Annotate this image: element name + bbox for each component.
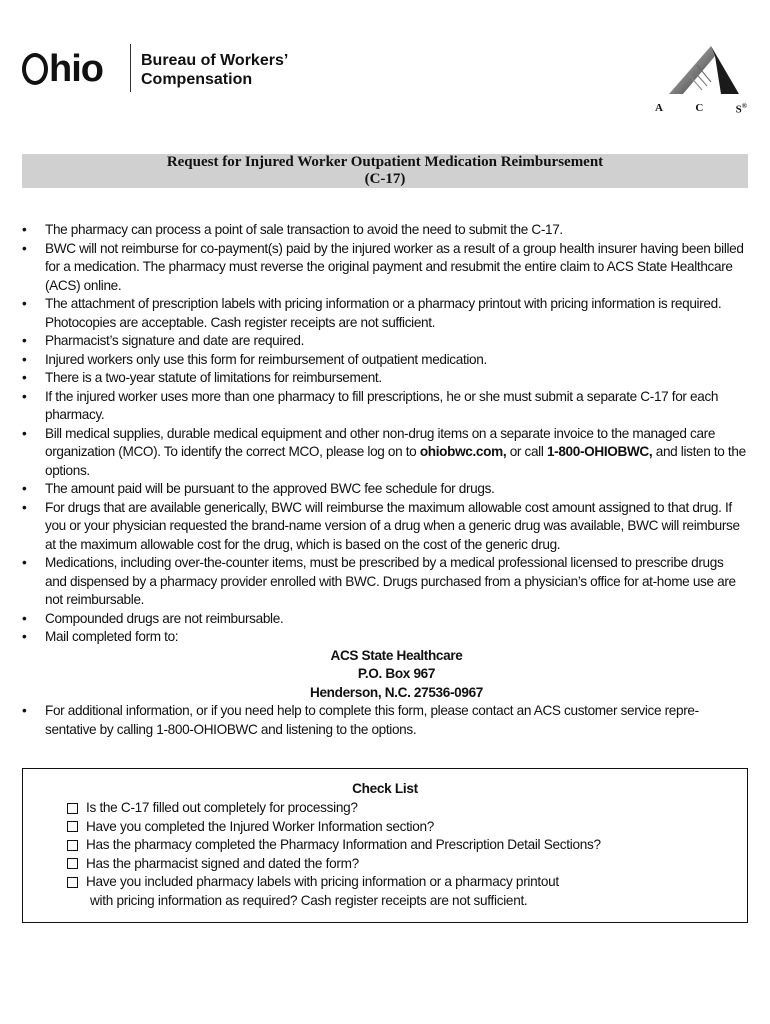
address-line1: ACS State Healthcare <box>330 647 463 663</box>
bullet-icon: • <box>22 370 27 385</box>
checkbox-icon[interactable] <box>67 840 78 851</box>
ohio-logo <box>22 50 103 88</box>
list-item: • BWC will not reimburse for co-payment(s) paid by the injured worker as a result of a group health insurer having been billed for a medication. The pharmacy must reverse the original payment and resubmit the entire claim to ACS State Healthcare (ACS) online. <box>22 240 744 293</box>
mailing-address <box>22 647 748 703</box>
acs-letter-s: S® <box>735 102 747 116</box>
checklist-item: Have you included pharmacy labels with pricing information or a pharmacy printout <box>67 873 601 892</box>
list-item: • The pharmacy can process a point of sale transaction to avoid the need to submit the C-17. <box>22 221 748 240</box>
acs-letter-c: C <box>695 102 704 114</box>
acs-letter-a: A <box>655 102 663 114</box>
bullet-icon: • <box>22 351 27 367</box>
checklist-item: Has the pharmacist signed and dated the form? <box>67 855 601 874</box>
bureau-name-line2: Compensation <box>141 71 253 88</box>
acs-logo-mark <box>665 44 739 96</box>
bullet-icon: • <box>22 499 27 515</box>
bullet-icon: • <box>22 555 27 570</box>
checkbox-icon[interactable] <box>67 821 78 832</box>
list-item: • Compounded drugs are not reimbursable. <box>22 610 748 629</box>
list-item: • There is a two-year statute of limitations for reimbursement. <box>22 369 748 388</box>
list-item: • Injured workers only use this form for reimbursement of outpatient medication. <box>22 351 748 370</box>
bullet-icon: • <box>22 481 27 496</box>
bullet-icon: • <box>22 222 27 237</box>
checklist-item: Has the pharmacy completed the Pharmacy Information and Prescription Detail Sections? <box>67 836 601 855</box>
checkbox-icon[interactable] <box>67 877 78 888</box>
form-title-line1: Request for Injured Worker Outpatient Medication Reimbursement <box>166 154 604 170</box>
bureau-name <box>141 51 288 89</box>
ohio-logo-circle <box>22 53 48 85</box>
checklist-box <box>22 768 748 923</box>
bullet-icon: • <box>22 240 27 256</box>
checklist-item: Is the C-17 filled out completely for processing? <box>67 799 601 818</box>
checklist-items <box>67 799 601 910</box>
list-item: • Pharmacist’s signature and date are required. <box>22 332 748 351</box>
checklist-item-continuation: with pricing information as required? Cash register receipts are not sufficient. <box>90 892 528 908</box>
bullet-icon: • <box>22 388 27 404</box>
list-item: • If the injured worker uses more than one pharmacy to fill prescriptions, he or she must submit a separate C-17 for each pharmacy. <box>22 388 719 422</box>
header-divider <box>130 44 131 92</box>
bullet-icon: • <box>22 296 27 311</box>
list-item-mco: • Bill medical supplies, durable medical equipment and other non-drug items on a separate invoice to the managed care organization (MCO). To identify the correct MCO, please log on to ohiobwc.com, or call 1-800-OHIOBWC, and listen to the options. <box>22 425 746 478</box>
bullet-icon: • <box>22 333 27 348</box>
phone-number: 1-800-OHIOBWC, <box>546 444 653 459</box>
address-line2: P.O. Box 967 <box>357 666 436 681</box>
page-header <box>0 0 770 130</box>
checkbox-icon[interactable] <box>67 858 78 869</box>
bullet-icon: • <box>22 610 27 626</box>
acs-registered-mark: ® <box>741 102 747 110</box>
instructions-list <box>22 221 748 739</box>
bullet-icon: • <box>22 629 27 644</box>
list-item: • The attachment of prescription labels with pricing information or a pharmacy printout with pricing information is required. Photocopies are acceptable. Cash register receipts are not sufficient. <box>22 296 722 330</box>
list-item: • For drugs that are available generically, BWC will reimburse the maximum allowable cost amount assigned to that drug. If you or your physician requested the brand-name version of a drug when a generic drug was available, BWC will reimburse at the maximum allowable cost for the drug, which is based on the cost of the generic drug. <box>22 499 740 552</box>
form-title-line2: (C-17) <box>364 171 406 187</box>
list-item: • The amount paid will be pursuant to the approved BWC fee schedule for drugs. <box>22 480 748 499</box>
bullet-icon: • <box>22 703 27 718</box>
checklist-item: Have you completed the Injured Worker Information section? <box>67 818 601 837</box>
website-link: ohiobwc.com, <box>419 444 507 459</box>
bullet-icon: • <box>22 425 27 441</box>
ohio-logo-text: hio <box>49 48 103 90</box>
checkbox-icon[interactable] <box>67 803 78 814</box>
checklist-title: Check List <box>352 781 418 796</box>
acs-logo <box>655 44 747 120</box>
address-line3: Henderson, N.C. 27536-0967 <box>310 684 483 700</box>
list-item-contact: • For additional information, or if you need help to complete this form, please contact an ACS customer service repre-sentative by calling 1-800-OHIOBWC and listening to the options. <box>22 703 699 737</box>
list-item: • Medications, including over-the-counter items, must be prescribed by a medical professional licensed to prescribe drugs and dispensed by a pharmacy provider enrolled with BWC. Drugs purchased from a physician’s office for at-home use are not reimbursable. <box>22 555 736 607</box>
acs-logo-letters <box>655 102 747 116</box>
list-item: • Mail completed form to: <box>22 628 748 647</box>
form-title <box>22 154 748 188</box>
bureau-name-line1: Bureau of Workers’ <box>141 52 289 69</box>
